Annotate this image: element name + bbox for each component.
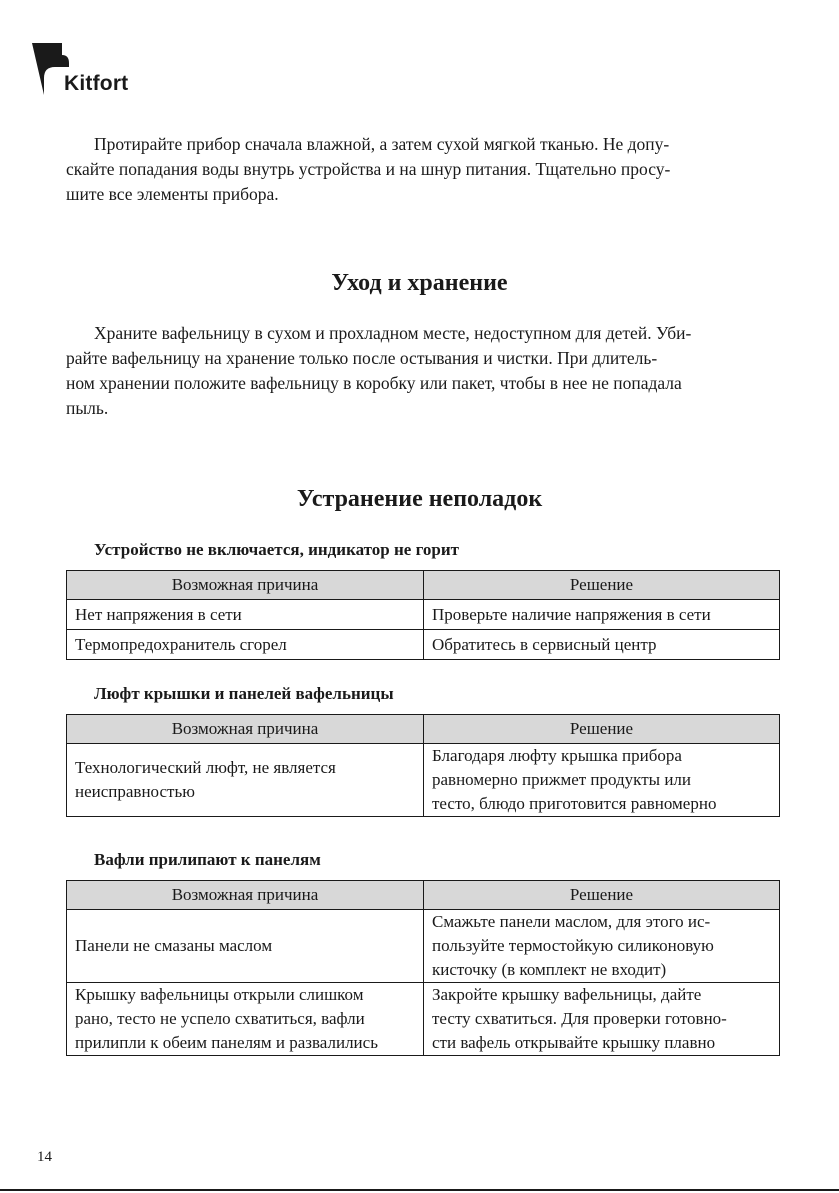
cause-cell [67,630,424,660]
column-header-solution: Решение [424,715,780,744]
bottom-rule [0,1189,839,1191]
cause-cell [67,910,424,983]
care-line: Храните вафельницу в сухом и прохладном месте, недоступном для детей. Уби- [94,323,692,343]
table-header-row [67,881,780,910]
solution-line: сти вафель открывайте крышку плавно [432,1033,716,1052]
care-section-title: Уход и хранение [331,270,508,296]
solution-line: равномерно прижмет продукты или [432,770,691,789]
column-header-cause: Возможная причина [67,571,424,600]
troubleshooting-table-lid-play [66,714,780,817]
intro-paragraph [66,132,778,207]
troubleshooting-title: Устранение неполадок [296,486,543,512]
care-line: пыль. [66,398,109,418]
solution-line: пользуйте термостойкую силиконовую [432,936,714,955]
solution-cell [424,744,780,817]
care-paragraph [66,321,778,421]
group-title-waffles-sticking: Вафли прилипают к панелям [94,850,321,869]
column-header-solution: Решение [424,881,780,910]
table-row [67,600,780,630]
page-number: 14 [37,1149,52,1165]
solution-line: тесто, блюдо приготовится равномерно [432,794,717,813]
solution-line: кисточку (в комплект не входит) [432,960,667,979]
column-header-cause: Возможная причина [67,881,424,910]
table-header-row [67,571,780,600]
solution-line: Благодаря люфту крышка прибора [432,746,682,765]
group-title-no-power: Устройство не включается, индикатор не горит [94,540,459,559]
solution-line: Закройте крышку вафельницы, дайте [432,985,702,1004]
table-header-row [67,715,780,744]
solution-line: Проверьте наличие напряжения в сети [432,604,711,624]
solution-line: Смажьте панели маслом, для этого ис- [432,912,711,931]
cause-cell [67,744,424,817]
solution-cell [424,630,780,660]
table-row [67,744,780,817]
care-line: ном хранении положите вафельницу в коробку или пакет, чтобы в нее не попадала [66,373,682,393]
intro-line: Протирайте прибор сначала влажной, а затем сухой мягкой тканью. Не допу- [94,134,670,154]
group-title-lid-play: Люфт крышки и панелей вафельницы [94,684,394,703]
troubleshooting-table-no-power [66,570,780,660]
cause-line: Технологический люфт, не является [75,758,336,777]
column-header-cause: Возможная причина [67,715,424,744]
troubleshooting-table-waffles-sticking [66,880,780,1056]
table-row [67,910,780,983]
solution-line: тесту схватиться. Для проверки готовно- [432,1009,727,1028]
cause-line: Крышку вафельницы открыли слишком [75,985,364,1004]
cause-line: рано, тесто не успело схватиться, вафли [75,1009,365,1028]
cause-line: Панели не смазаны маслом [75,936,273,955]
solution-cell [424,910,780,983]
cause-line: Нет напряжения в сети [75,604,242,624]
cause-cell [67,983,424,1056]
cause-line: прилипли к обеим панелям и развалились [75,1033,378,1052]
care-line: райте вафельницу на хранение только после остывания и чистки. При длитель- [66,348,658,368]
intro-line: скайте попадания воды внутрь устройства и на шнур питания. Тщательно просу- [66,159,671,179]
column-header-solution: Решение [424,571,780,600]
solution-cell [424,983,780,1056]
table-row [67,630,780,660]
cause-line: Термопредохранитель сгорел [75,634,287,654]
table-row [67,983,780,1056]
solution-line: Обратитесь в сервисный центр [432,634,657,654]
intro-line: шите все элементы прибора. [66,184,279,204]
solution-cell [424,600,780,630]
cause-line: неисправностью [75,782,195,801]
brand-name: Kitfort [64,72,129,95]
cause-cell [67,600,424,630]
